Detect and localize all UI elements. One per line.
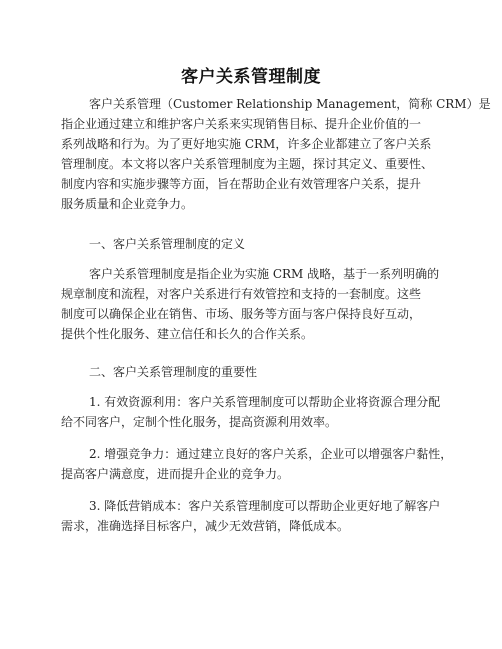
section1-line: 提供个性化服务、建立信任和长久的合作关系。 [61, 327, 314, 341]
section2-heading: 二、客户关系管理制度的重要性 [89, 365, 258, 379]
section1-line: 客户关系管理制度是指企业为实施 CRM 战略，基于一系列明确的 [89, 267, 440, 281]
section1-heading: 一、客户关系管理制度的定义 [89, 237, 246, 251]
point-line: 3. 降低营销成本：客户关系管理制度可以帮助企业更好地了解客户 [89, 499, 441, 513]
intro-line: 指企业通过建立和维护客户关系来实现销售目标、提升企业价值的一 [61, 117, 422, 131]
section1-line: 制度可以确保企业在销售、市场、服务等方面与客户保持良好互动， [61, 307, 422, 321]
intro-line: 客户关系管理（Customer Relationship Management，简称 CRM）是 [89, 97, 491, 111]
point-1 [61, 392, 451, 432]
intro-paragraph [61, 94, 491, 214]
point-line: 需求，准确选择目标客户，减少无效营销，降低成本。 [61, 519, 350, 533]
intro-line: 管理制度。本文将以客户关系管理制度为主题，探讨其定义、重要性、 [61, 157, 434, 171]
point-line: 1. 有效资源利用：客户关系管理制度可以帮助企业将资源合理分配 [89, 395, 441, 409]
point-2 [61, 444, 451, 484]
section1-line: 规章制度和流程，对客户关系进行有效管控和支持的一套制度。这些 [61, 287, 422, 301]
point-3 [61, 496, 451, 536]
document-title: 客户关系管理制度 [181, 67, 321, 87]
point-line: 提高客户满意度，进而提升企业的竞争力。 [61, 467, 290, 481]
intro-line: 系列战略和行为。为了更好地实施 CRM，许多企业都建立了客户关系 [61, 137, 432, 151]
section1-paragraph [61, 264, 451, 344]
point-line: 给不同客户，定制个性化服务，提高资源利用效率。 [61, 415, 338, 429]
intro-line: 服务质量和企业竞争力。 [61, 197, 194, 211]
intro-line: 制度内容和实施步骤等方面，旨在帮助企业有效管理客户关系，提升 [61, 177, 422, 191]
point-line: 2. 增强竞争力：通过建立良好的客户关系，企业可以增强客户黏性， [89, 447, 453, 461]
